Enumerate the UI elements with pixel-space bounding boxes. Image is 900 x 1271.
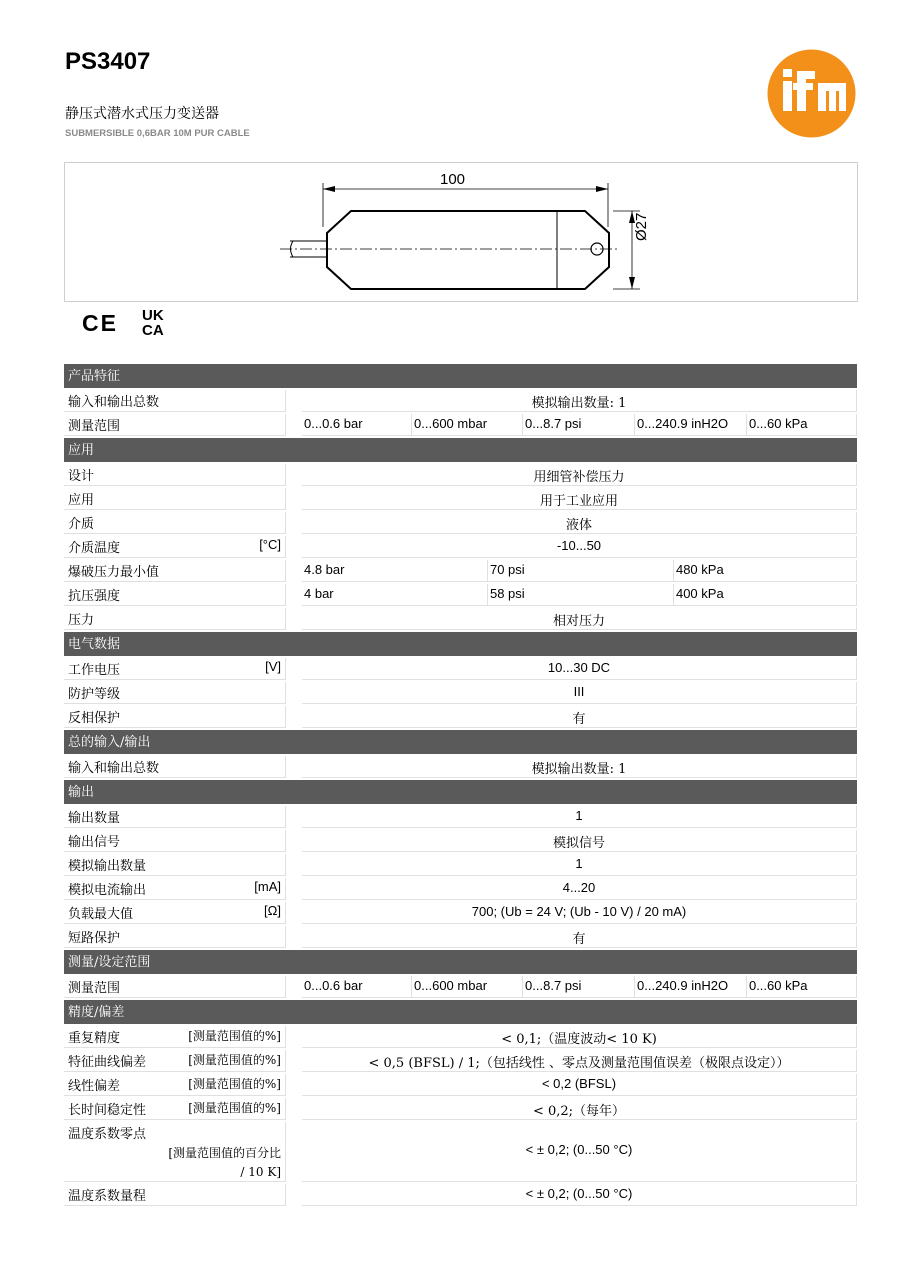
spec-row	[64, 608, 857, 630]
spec-row	[64, 658, 857, 680]
spec-row	[64, 706, 857, 728]
spec-value-cell	[302, 390, 857, 412]
spec-label: 抗压强度	[68, 589, 121, 604]
spec-label: 压力	[68, 613, 95, 628]
spec-label: 防护等级	[68, 687, 121, 702]
spec-label-cell	[64, 1122, 286, 1182]
spec-label: 介质	[68, 517, 95, 532]
spec-value: 用细管补偿压力	[533, 470, 625, 485]
spec-label: 输出数量	[68, 811, 121, 826]
spec-unit: [mA]	[254, 879, 281, 894]
ukca-mark-icon	[142, 308, 164, 338]
spec-value-cell	[302, 1050, 857, 1072]
spec-value: 4...20	[562, 880, 596, 895]
spec-label-cell	[64, 1026, 286, 1048]
spec-value-part: 0...0.6 bar	[302, 414, 412, 435]
spec-label-cell	[64, 414, 286, 436]
spec-value-part: 0...8.7 psi	[523, 414, 635, 435]
spec-value-part: 0...0.6 bar	[302, 976, 412, 997]
spec-label-cell	[64, 926, 286, 948]
product-description: SUBMERSIBLE 0,6BAR 10M PUR CABLE	[65, 128, 250, 139]
spec-label: 长时间稳定性	[68, 1103, 147, 1118]
spec-unit: [V]	[265, 659, 281, 674]
spec-label: 反相保护	[68, 711, 121, 726]
spec-label-cell	[64, 560, 286, 582]
spec-unit: [Ω]	[264, 903, 281, 918]
spec-label-cell	[64, 608, 286, 630]
spec-value-cell	[302, 706, 857, 728]
spec-label-cell	[64, 584, 286, 606]
spec-value-part: 4 bar	[302, 584, 488, 605]
ce-mark-icon: CE	[82, 310, 118, 336]
spec-row	[64, 464, 857, 486]
spec-value: 相对压力	[552, 614, 605, 629]
spec-label-cell	[64, 806, 286, 828]
ukca-mark-line2: CA	[142, 322, 164, 339]
spec-label: 工作电压	[68, 663, 121, 678]
spec-row	[64, 1122, 857, 1182]
spec-label-cell	[64, 706, 286, 728]
spec-value-cell	[302, 1098, 857, 1120]
spec-label: 模拟电流输出	[68, 883, 147, 898]
spec-label-cell	[64, 464, 286, 486]
spec-label: 负载最大值	[68, 907, 134, 922]
spec-value-part: 0...240.9 inH2O	[635, 414, 747, 435]
spec-value: 有	[572, 712, 586, 727]
spec-value-cell	[302, 1184, 857, 1206]
spec-value-cell	[302, 584, 857, 606]
spec-label-cell	[64, 830, 286, 852]
spec-label-cell	[64, 1098, 286, 1120]
spec-value-cell	[302, 608, 857, 630]
spec-value: < 0,1;（温度波动< 10 K)	[501, 1032, 657, 1047]
spec-label: 设计	[68, 469, 95, 484]
spec-label-cell	[64, 1184, 286, 1206]
spec-label-cell	[64, 756, 286, 778]
spec-value: 10...30 DC	[547, 660, 611, 675]
spec-value-cell	[302, 560, 857, 582]
spec-value-part: 0...60 kPa	[748, 416, 808, 431]
spec-label: 应用	[68, 493, 95, 508]
spec-value: III	[573, 684, 585, 699]
spec-value: < 0,5 (BFSL) / 1;（包括线性 、零点及测量范围值误差（极限点设定））	[368, 1056, 790, 1071]
section-header: 总的输入/输出	[64, 730, 857, 754]
spec-value-part: 70 psi	[488, 560, 674, 581]
spec-label: 特征曲线偏差	[68, 1055, 147, 1070]
ukca-mark-line1: UK	[142, 307, 164, 324]
spec-value-cell	[302, 682, 857, 704]
spec-label: 温度系数量程	[68, 1189, 147, 1204]
spec-row	[64, 806, 857, 828]
certification-marks	[82, 308, 202, 342]
spec-value: 1	[575, 856, 583, 871]
spec-value: < ± 0,2; (0...50 °C)	[525, 1142, 633, 1157]
spec-label-cell	[64, 658, 286, 680]
spec-row	[64, 682, 857, 704]
length-dimension-label: 100	[440, 171, 466, 188]
spec-value: < ± 0,2; (0...50 °C)	[525, 1186, 633, 1201]
spec-value-cell	[302, 976, 857, 998]
spec-value: 模拟输出数量: 1	[531, 762, 627, 777]
diameter-dimension-label: Ø27	[633, 212, 650, 241]
spec-row	[64, 926, 857, 948]
spec-value-part: 0...8.7 psi	[523, 976, 635, 997]
spec-value-cell	[302, 658, 857, 680]
spec-value-part: 0...600 mbar	[412, 976, 523, 997]
spec-row	[64, 756, 857, 778]
spec-value: 1	[575, 808, 583, 823]
specification-table	[64, 364, 857, 1208]
spec-value: 模拟输出数量: 1	[531, 396, 627, 411]
spec-value-cell	[302, 414, 857, 436]
spec-value-part: 0...600 mbar	[412, 414, 523, 435]
section-header: 精度/偏差	[64, 1000, 857, 1024]
spec-row	[64, 512, 857, 534]
spec-value-cell	[302, 902, 857, 924]
ifm-logo	[767, 49, 856, 138]
spec-value-cell	[302, 512, 857, 534]
section-header: 电气数据	[64, 632, 857, 656]
spec-row	[64, 1184, 857, 1206]
spec-label: 介质温度	[68, 541, 121, 556]
spec-value: < 0,2;（每年）	[532, 1104, 626, 1119]
spec-value-cell	[302, 488, 857, 510]
spec-value-part: 400 kPa	[675, 586, 724, 601]
spec-value: 模拟信号	[552, 836, 605, 851]
spec-row	[64, 976, 857, 998]
spec-label: 输出信号	[68, 835, 121, 850]
spec-value: 液体	[565, 518, 592, 533]
spec-value: 有	[572, 932, 586, 947]
spec-unit: [测量范围值的%]	[188, 1101, 281, 1115]
spec-value-part: 480 kPa	[675, 562, 724, 577]
spec-value-part: 0...240.9 inH2O	[635, 976, 747, 997]
spec-value-cell	[302, 464, 857, 486]
spec-row	[64, 854, 857, 876]
spec-unit: [测量范围值的%]	[188, 1077, 281, 1091]
spec-label: 温度系数零点	[68, 1127, 147, 1142]
spec-unit: [测量范围值的百分比 / 10 K]	[168, 1146, 281, 1179]
spec-label: 输入和输出总数	[68, 761, 160, 776]
spec-label-cell	[64, 1074, 286, 1096]
spec-row	[64, 584, 857, 606]
spec-value-part: 4.8 bar	[302, 560, 488, 581]
spec-row	[64, 560, 857, 582]
spec-value-cell	[302, 1074, 857, 1096]
spec-value-cell	[302, 830, 857, 852]
spec-label-cell	[64, 878, 286, 900]
spec-label-cell	[64, 390, 286, 412]
spec-value: -10...50	[556, 538, 602, 553]
spec-value-part: 58 psi	[488, 584, 674, 605]
section-header: 产品特征	[64, 364, 857, 388]
spec-value-cell	[302, 1026, 857, 1048]
spec-label: 测量范围	[68, 419, 121, 434]
spec-value-cell	[302, 926, 857, 948]
spec-value: 用于工业应用	[539, 494, 618, 509]
spec-label-cell	[64, 1050, 286, 1072]
spec-row	[64, 536, 857, 558]
spec-unit: [测量范围值的%]	[188, 1029, 281, 1043]
spec-row	[64, 902, 857, 924]
spec-row	[64, 1074, 857, 1096]
spec-value-cell	[302, 806, 857, 828]
spec-label: 输入和输出总数	[68, 395, 160, 410]
spec-label-cell	[64, 512, 286, 534]
spec-label: 爆破压力最小值	[68, 565, 160, 580]
spec-row	[64, 414, 857, 436]
spec-label: 测量范围	[68, 981, 121, 996]
spec-label-cell	[64, 682, 286, 704]
dimension-drawing	[64, 162, 858, 302]
spec-value-cell	[302, 536, 857, 558]
spec-label-cell	[64, 536, 286, 558]
spec-row	[64, 1050, 857, 1072]
product-code: PS3407	[65, 48, 151, 75]
spec-unit: [°C]	[259, 537, 281, 552]
spec-value-cell	[302, 878, 857, 900]
spec-label-cell	[64, 976, 286, 998]
spec-value-part: 0...60 kPa	[748, 978, 808, 993]
spec-label-cell	[64, 854, 286, 876]
section-header: 输出	[64, 780, 857, 804]
spec-unit: [测量范围值的%]	[188, 1053, 281, 1067]
spec-label: 模拟输出数量	[68, 859, 147, 874]
spec-row	[64, 1026, 857, 1048]
spec-label: 重复精度	[68, 1031, 121, 1046]
spec-row	[64, 830, 857, 852]
spec-label-cell	[64, 902, 286, 924]
spec-value: < 0,2 (BFSL)	[541, 1076, 617, 1091]
spec-row	[64, 878, 857, 900]
spec-row	[64, 488, 857, 510]
product-subtitle: 静压式潜水式压力变送器	[65, 106, 219, 122]
spec-row	[64, 390, 857, 412]
spec-value: 700; (Ub = 24 V; (Ub - 10 V) / 20 mA)	[471, 904, 687, 919]
section-header: 测量/设定范围	[64, 950, 857, 974]
spec-label-cell	[64, 488, 286, 510]
spec-value-cell	[302, 1122, 857, 1182]
spec-row	[64, 1098, 857, 1120]
spec-label: 线性偏差	[68, 1079, 121, 1094]
spec-value-cell	[302, 756, 857, 778]
spec-label: 短路保护	[68, 931, 121, 946]
section-header: 应用	[64, 438, 857, 462]
spec-value-cell	[302, 854, 857, 876]
